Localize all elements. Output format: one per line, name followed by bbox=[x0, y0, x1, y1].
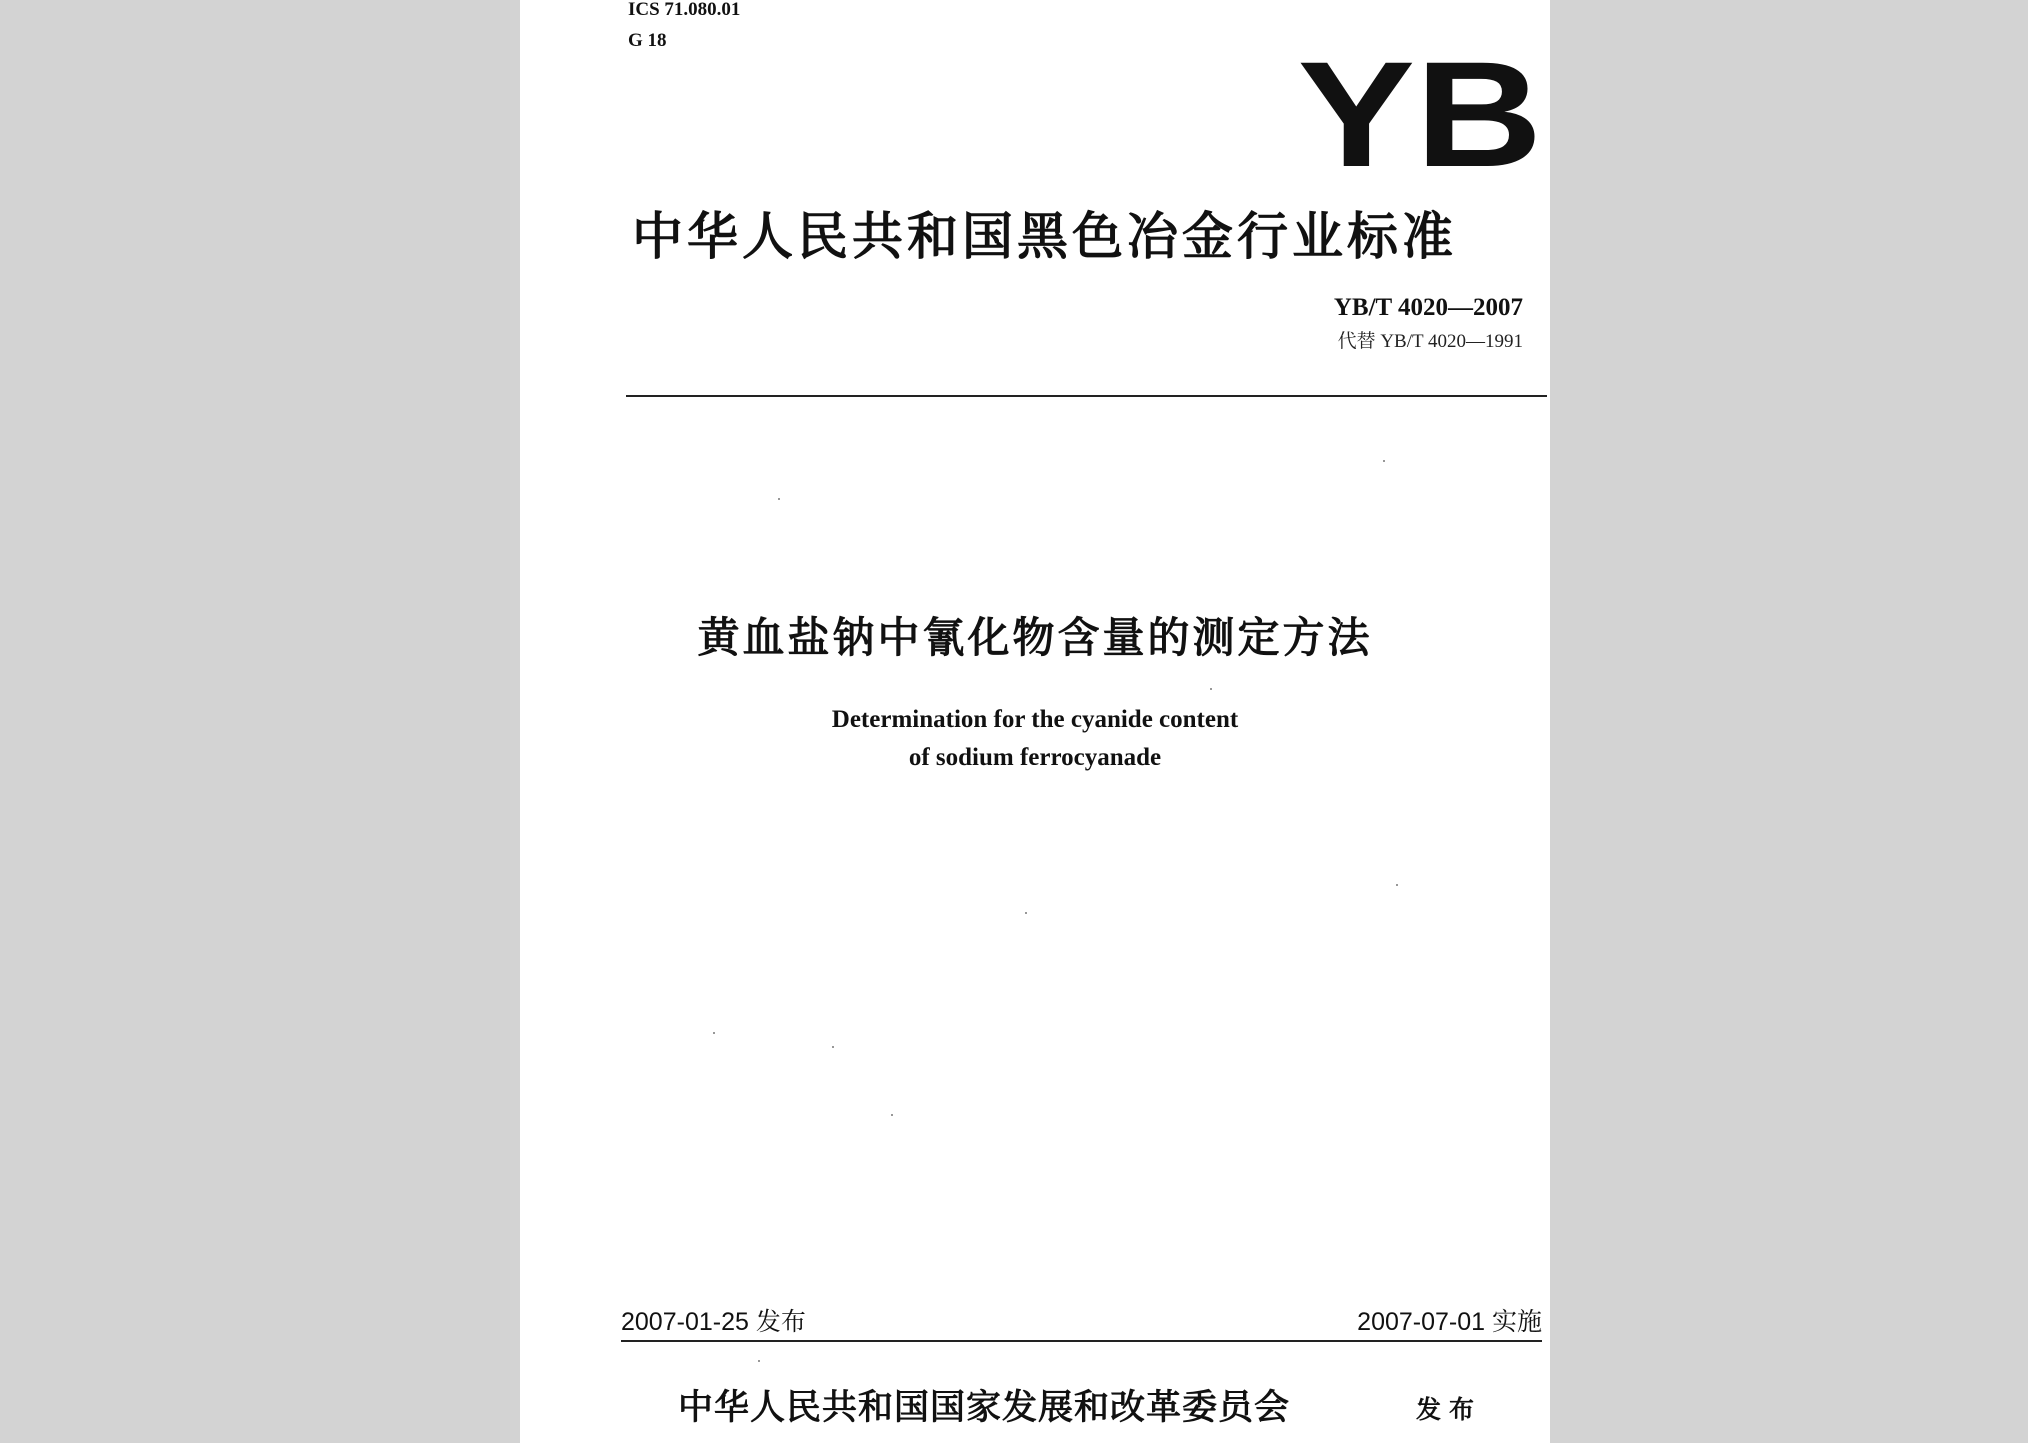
footer-divider bbox=[621, 1340, 1542, 1342]
publish-label: 发布 bbox=[1416, 1395, 1483, 1424]
scan-speck bbox=[778, 498, 780, 500]
classification-code: G 18 bbox=[628, 30, 667, 51]
implementation-date: 2007-07-01 实施 bbox=[1357, 1308, 1542, 1336]
publisher-name: 中华人民共和国国家发展和改革委员会 bbox=[678, 1387, 1291, 1428]
scan-speck bbox=[891, 1114, 893, 1116]
document-page bbox=[520, 0, 1550, 1443]
yb-logo-text: YB bbox=[1297, 38, 1543, 178]
header-divider bbox=[626, 395, 1547, 397]
scan-speck bbox=[1396, 884, 1398, 886]
scan-speck bbox=[713, 1032, 715, 1034]
scan-speck bbox=[1210, 688, 1212, 690]
scan-speck bbox=[1383, 460, 1385, 462]
scan-speck bbox=[1025, 912, 1027, 914]
ics-code: ICS 71.080.01 bbox=[628, 0, 741, 20]
standard-number: YB/T 4020—2007 bbox=[1333, 294, 1523, 321]
yb-logo bbox=[1295, 38, 1545, 178]
replaces-standard: 代替 YB/T 4020—1991 bbox=[1337, 331, 1523, 352]
issue-date: 2007-01-25 发布 bbox=[621, 1308, 806, 1336]
scan-speck bbox=[758, 1360, 760, 1362]
chinese-title: 黄血盐钠中氰化物含量的测定方法 bbox=[697, 613, 1373, 662]
organization-title: 中华人民共和国黑色冶金行业标准 bbox=[632, 208, 1458, 267]
scan-speck bbox=[832, 1046, 834, 1048]
english-title-line-1: Determination for the cyanide content bbox=[831, 706, 1239, 733]
english-title-line-2: of sodium ferrocyanade bbox=[908, 744, 1162, 771]
